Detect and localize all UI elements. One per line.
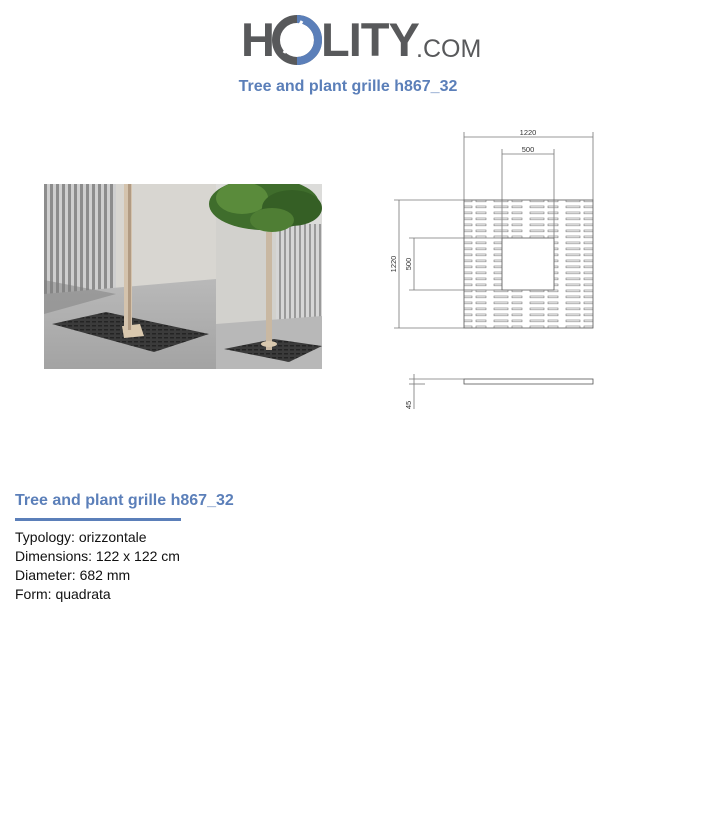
- dim-thickness: 45: [404, 400, 413, 410]
- spec-typology: Typology: orizzontale: [15, 529, 147, 545]
- logo-letter-h: H: [241, 13, 274, 66]
- technical-drawing: [385, 126, 605, 416]
- dim-inner-width: 500: [521, 145, 535, 154]
- product-photo: [44, 184, 322, 369]
- heading-divider: [15, 518, 181, 521]
- details-heading: Tree and plant grille h867_32: [15, 492, 234, 509]
- dim-top-width: 1220: [519, 128, 537, 137]
- holity-logo[interactable]: [241, 14, 491, 66]
- spec-diameter: Diameter: 682 mm: [15, 567, 131, 583]
- logo-wordmark: LITY: [321, 13, 419, 66]
- spec-list: [15, 528, 180, 604]
- logo-domain: .COM: [416, 35, 482, 63]
- dim-left-height: 1220: [389, 255, 398, 273]
- logo-o-icon: [272, 15, 322, 65]
- spec-dimensions: Dimensions: 122 x 122 cm: [15, 548, 180, 564]
- page-title: Tree and plant grille h867_32: [238, 78, 458, 95]
- spec-form: Form: quadrata: [15, 586, 111, 602]
- dim-inner-height: 500: [404, 257, 413, 271]
